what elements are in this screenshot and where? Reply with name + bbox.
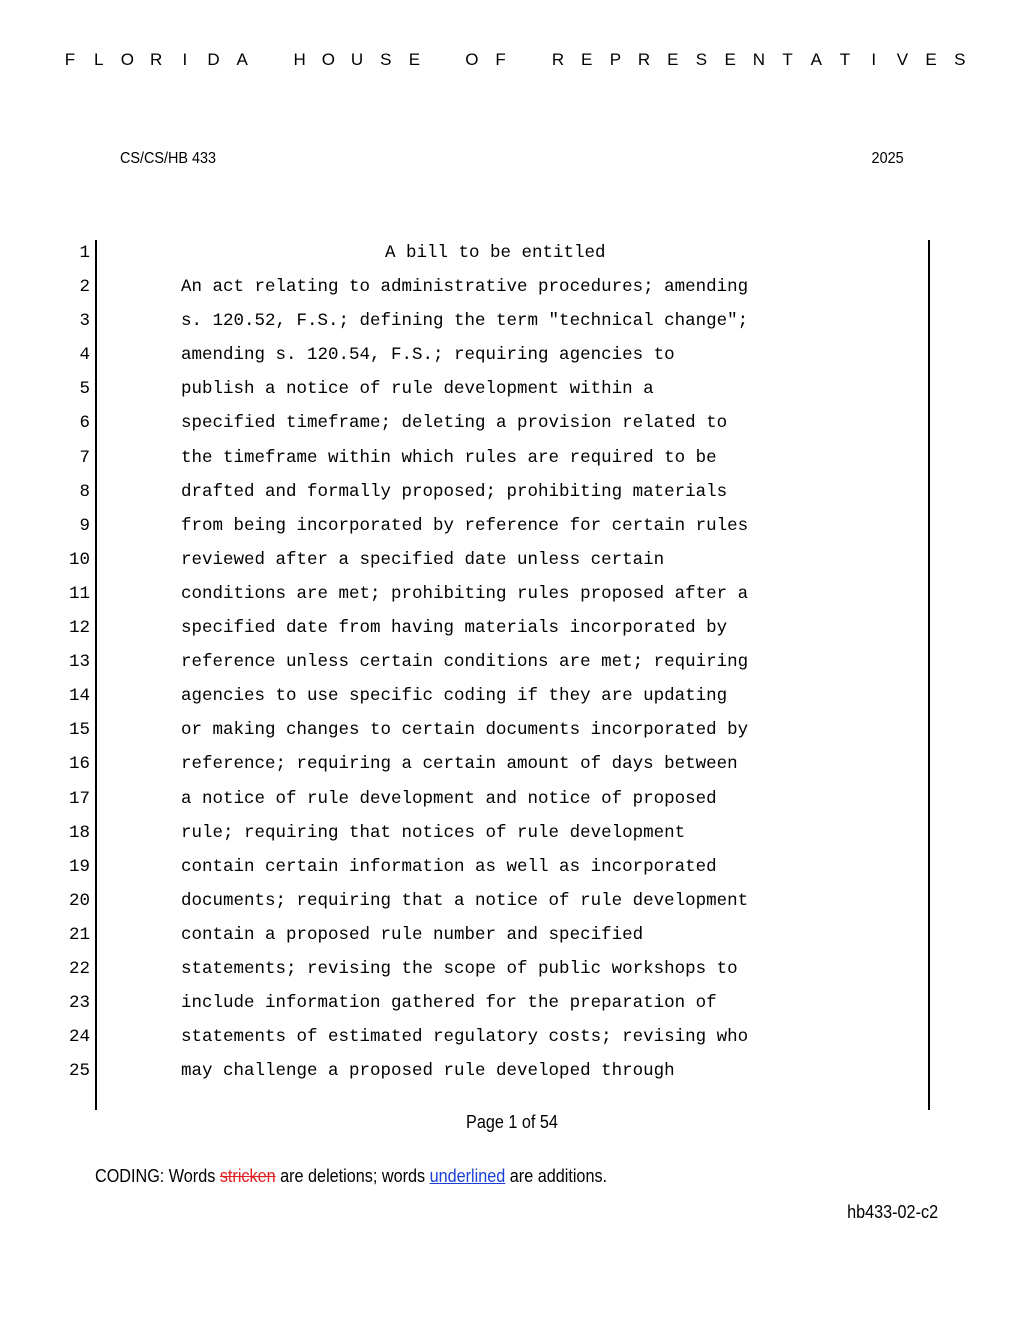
line-number: 11: [68, 583, 90, 604]
bill-id: CS/CS/HB 433: [120, 150, 217, 167]
coding-legend: [95, 1166, 607, 1187]
line-number: 10: [68, 549, 90, 570]
header-letter: H: [293, 50, 306, 69]
bill-line: [0, 338, 1024, 372]
header-letter: R: [637, 50, 651, 69]
line-number: 7: [79, 447, 90, 468]
bill-line: [0, 645, 1024, 679]
line-text: or making changes to certain documents incorporated by: [181, 720, 749, 741]
line-number: 18: [68, 822, 90, 843]
line-text: drafted and formally proposed; prohibiting materials: [181, 481, 728, 502]
line-text: A bill to be entitled: [385, 243, 606, 263]
bill-line: [0, 1054, 1024, 1088]
line-text: contain a proposed rule number and specified: [181, 924, 644, 945]
line-number: 15: [68, 720, 90, 741]
bill-line: [0, 577, 1024, 611]
bill-line: [0, 304, 1024, 338]
header-letter: A: [236, 50, 248, 69]
header-letter: U: [350, 50, 364, 69]
line-text: contain certain information as well as incorporated: [181, 856, 717, 877]
line-text: statements of estimated regulatory costs; revising who: [181, 1027, 749, 1048]
header-letter: E: [667, 50, 679, 69]
bill-line: [0, 816, 1024, 850]
header-letter: O: [321, 50, 335, 69]
header-letter: O: [120, 50, 135, 69]
line-text: statements; revising the scope of public workshops to: [181, 958, 738, 979]
bill-line: [0, 406, 1024, 440]
bill-year: 2025: [871, 150, 904, 167]
line-number: 20: [68, 890, 90, 911]
line-text: reference unless certain conditions are met; requiring: [181, 652, 749, 673]
header-letter: F: [64, 50, 76, 69]
line-number: 21: [68, 924, 90, 945]
bill-line: [0, 747, 1024, 781]
header-letter: V: [896, 50, 909, 69]
line-number: 1: [79, 243, 90, 263]
header-letter: L: [93, 50, 104, 69]
bill-line: [0, 850, 1024, 884]
line-text: from being incorporated by reference for certain rules: [181, 515, 749, 536]
line-number: 2: [79, 277, 90, 298]
coding-underlined-sample: underlined: [429, 1166, 506, 1186]
bill-line: [0, 679, 1024, 713]
header-letter: S: [380, 50, 392, 69]
coding-stricken-sample: stricken: [219, 1166, 276, 1186]
line-text: include information gathered for the preparation of: [181, 993, 717, 1014]
header-letter: A: [810, 50, 822, 69]
line-number: 3: [79, 311, 90, 332]
line-number: 4: [79, 345, 90, 366]
chamber-header: [60, 50, 970, 74]
bill-line: [0, 509, 1024, 543]
line-number: 9: [79, 515, 90, 536]
line-text: agencies to use specific coding if they are updating: [181, 686, 728, 707]
header-letter: T: [782, 50, 793, 69]
bill-line: [0, 372, 1024, 406]
header-letter-space: [433, 50, 453, 74]
header-letter: I: [182, 50, 188, 69]
line-number: 12: [68, 618, 90, 639]
bill-line: [0, 986, 1024, 1020]
bill-line: [0, 270, 1024, 304]
page-number: Page 1 of 54: [466, 1112, 558, 1132]
line-text: reference; requiring a certain amount of days between: [181, 754, 738, 775]
line-number: 25: [68, 1061, 90, 1082]
document-code: hb433-02-c2: [847, 1202, 938, 1222]
header-letter-space: [519, 50, 539, 74]
line-number: 22: [68, 958, 90, 979]
line-text: may challenge a proposed rule developed through: [181, 1061, 675, 1082]
bill-line: [0, 1020, 1024, 1054]
bill-line: [0, 543, 1024, 577]
bill-line: [0, 918, 1024, 952]
line-number: 24: [68, 1027, 90, 1048]
bill-line: [0, 713, 1024, 747]
line-text: rule; requiring that notices of rule development: [181, 822, 686, 843]
line-text: amending s. 120.54, F.S.; requiring agencies to: [181, 345, 675, 366]
line-number: 8: [79, 481, 90, 502]
header-letter: I: [871, 50, 877, 69]
line-text: the timeframe within which rules are required to be: [181, 447, 717, 468]
header-letter: R: [551, 50, 565, 69]
bill-line: [0, 475, 1024, 509]
line-number: 5: [79, 379, 90, 400]
header-letter: T: [839, 50, 851, 69]
bill-line: [0, 441, 1024, 475]
bill-line: [0, 236, 1024, 270]
header-letter: E: [724, 50, 736, 69]
header-letter: O: [465, 50, 479, 69]
header-letter: E: [408, 50, 421, 69]
header-letter: P: [609, 50, 622, 69]
header-letter: S: [954, 50, 966, 69]
line-text: reviewed after a specified date unless certain: [181, 549, 665, 570]
header-letter: S: [695, 50, 708, 69]
line-text: specified timeframe; deleting a provision related to: [181, 413, 728, 434]
header-letter: N: [752, 50, 766, 69]
line-text: publish a notice of rule development within a: [181, 379, 654, 400]
coding-middle: are deletions; words: [275, 1166, 430, 1186]
line-text: s. 120.52, F.S.; defining the term "technical change";: [181, 311, 749, 332]
header-letter: R: [149, 50, 163, 69]
header-letter: F: [495, 50, 506, 69]
coding-prefix: CODING: Words: [95, 1166, 220, 1186]
line-number: 17: [68, 788, 90, 809]
line-number: 16: [68, 754, 90, 775]
header-letter-space: [261, 50, 281, 74]
line-text: An act relating to administrative procedures; amending: [181, 277, 749, 298]
line-number: 13: [68, 652, 90, 673]
line-text: specified date from having materials incorporated by: [181, 618, 728, 639]
header-letter: E: [580, 50, 593, 69]
line-number: 14: [68, 686, 90, 707]
header-letter: D: [207, 50, 220, 69]
line-number: 23: [68, 993, 90, 1014]
bill-line: [0, 952, 1024, 986]
bill-line: [0, 611, 1024, 645]
line-text: documents; requiring that a notice of rule development: [181, 890, 749, 911]
header-letter: E: [925, 50, 937, 69]
line-text: a notice of rule development and notice of proposed: [181, 788, 717, 809]
coding-suffix: are additions.: [505, 1166, 608, 1186]
line-text: conditions are met; prohibiting rules proposed after a: [181, 583, 749, 604]
bill-text-lines: [0, 236, 1024, 1088]
bill-line: [0, 884, 1024, 918]
bill-line: [0, 782, 1024, 816]
line-number: 19: [68, 856, 90, 877]
line-number: 6: [79, 413, 90, 434]
